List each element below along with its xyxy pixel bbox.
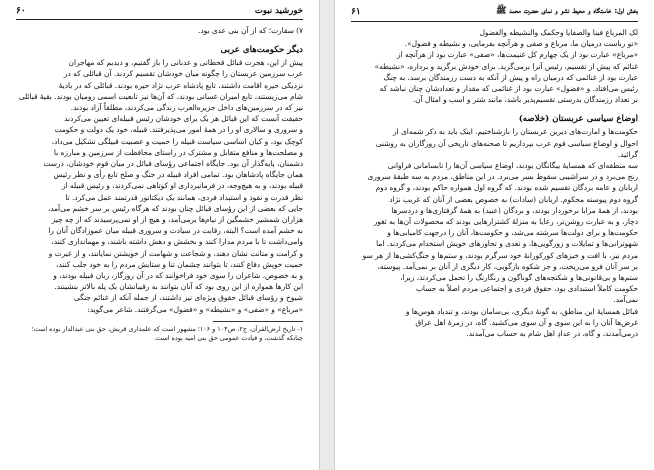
section-heading: دیگر حکومت‌های عربی [220,45,303,56]
text-line: حمیت خویش دفاع کنند، تا بتوانند چشمان تنا و ستایش مردم را به خود جلب کنند، [56,259,303,269]
text-line: احوال و اوضاع سیاسی قوم عرب بپردازیم تا صحنه‌های تاریخی آن روزگاران به روشنی [375,138,638,148]
text-line: همان جایگاه پادشاهان بود. تمامی افراد قبیله در جنگ و صلح تابع رأی و نظر رئیس [53,170,303,180]
text-line: «مرباع» و «صفی» و «نشیطه» و «فضول» می‌گرفتند. شاعر می‌گوید: [87,304,303,314]
text-line: رئیس می‌افتاد. و «فضول» عبارت بود از غنائمی که مقدار و تعدادشان چنان نباشد که [379,84,638,94]
text-line: و به خصوص، شاعران را سوی خود فراخوانند که در آن روزگار، زبان قبیله بودند، و [53,271,303,281]
text-line: پیش از این، هجرت قبائل قحطانی و عدنانی را باز گفتیم، و دیدیم که مهاجران [68,58,303,68]
text-line: به خشم آمده است؟ البته، رقابت در سیادت و سروری قبیله میان عموزادگان آنان را [48,226,303,236]
page-body-right [351,27,638,339]
text-line: گرائید. [617,149,638,159]
blank-line [16,36,303,42]
text-line: غنائم که پیش از تقسیم، رئیس آنرا برمی‌گزید. برای خودش برگزید و برداره، «نشیطه» [374,61,638,71]
text-line: حکومت کاملاً استبدادی بود، حقوق فردی و اجتماعی مردم اصلاً به حساب [415,284,638,294]
text-line: نیز که در سرزمین‌های داخل جزیره‌العرب زندگی می‌کردند، مطلقاً آزاد بودند. [70,103,303,113]
text-line: ۷) سقارت؛ که از آن بنی عدی بود. [198,26,303,35]
text-line: «مرباع» عبارت بود از یک چهارم کل غنیمت‌ها، «صفی» عبارت بود از هرآنچه از [397,50,638,60]
text-line: دچار، و به عبارت روشن‌تر، رعایا به منزلهٔ کشتزارهایی بودند که محصولات آن‌ها به ثغور [373,217,638,227]
text-line: کوچک بود، و کیان اساسی سیاست قبیله را حمیت و عصبیت قبیلگی تشکیل می‌داد، [51,136,303,146]
text-line: این کارها همواره از این روی بود که آنان بتوانند به رقیبانشان یک پله بالاتر بنشینند. [54,282,303,292]
page-header-right [351,6,638,22]
text-line: گروه دوم پیوسته محکوم. اربابان (سادات) به خصوص بعضی از آنان که غریب نژاد [389,194,638,204]
text-line: عرب سرزمین عربستان را چگونه میان خودشان تقسیم کردند. آن قبائلی که در [63,69,303,79]
text-line: شهوترانی‌ها و تمایلات و زورگویی‌ها، و تعدی و تجاوزهای خویش استخدام می‌کردند. اما [376,239,638,249]
text-line: لک المرباع فینا والصفایا وحکمک والنشیطه والفضول [479,28,638,37]
text-line: ستم‌ها و بی‌قانونی‌ها و شکنجه‌های گوناگون و رنگارنگ را تحمل می‌کردند، زیرا، [400,273,638,283]
text-line: بر سر آنان فرو می‌ریخت، و جز شکوه بازگویی، کار دیگری از آنان بر نمی‌آمد. پیوسته، [377,261,638,271]
section-heading: اوضاع سیاسی عربستان (خلاصه) [518,114,638,125]
text-line: نزدیکی حیره اقامت داشتند، تابع پادشاه عرب نژاد حیره بودند. قبائلی که در بادیهٔ [58,80,303,90]
text-line: حکومت‌ها و امارت‌های دیرین عربستان را بازشناختیم. اینک باید به ذکر شمه‌ای از [393,127,638,137]
text-line: جایی که بعضی از این رؤسای قبائل چنان بودند که هرگاه رئیس بر سر خشم می‌آمد، [47,203,303,213]
text-line: حکومت‌ها و برای دولت‌ها سرشته می‌شد، و حکومت‌ها، آنان را درجهت کامیابی‌ها و [387,228,638,238]
text-line: شام می‌زیستند، تابع امیران غسانی بودند، که آن‌ها نیز تابعیت اسمی رومیان بودند. بقیهٔ قبائلی [18,91,303,101]
text-line: «تو رباست درمیان ما، مرباع و صفی و هرآنچه بفرمایی، و نشیطه و فضول». [404,39,638,49]
page-left [0,0,320,470]
text-line: رنج می‌برد و در سراشیبی سقوط بسر می‌برد. در این مناطق، مردم به سه طبقهٔ سروری [367,172,638,182]
text-line: نظر قدرت و نفوذ و استبداد فردی، همانند یک دیکتاتور قدرتمند عمل می‌کرد. تا [65,192,303,202]
footnote: ۱- تاریخ ارض‌القرآن، ج۲، ص۱۰۴ و ۱۰۶؛ مشهور است که علمدارى قریش، حق بنی عبدالدار بوده است؛ چنانکه گذشت، و قیادت عمومی حق بنی امیه بوده است. [31,324,303,343]
header-title-left: خورشید نبوت [254,6,303,16]
text-line: قبیله بودند، و به هیچ‌وجه، در فرمانبرداری او کوتاهی نمی‌کردند، و رئیس قبیله از [61,181,303,191]
text-line: وامی‌داشت تا با مردم مدارا کنند و بخشش و دهش داشته باشند، و مهمانداری کنند، [51,237,303,247]
text-line: درمی‌آمدند، و گاه، در عدادِ اهل شام به حساب می‌آمدند. [466,329,638,339]
text-line: مردم نیز، با افت و خیزهای کورکورانهٔ خود سرگرم بودند، و ستم‌ها و جنگ‌کشی‌ها از هر سو [362,250,638,260]
text-line: غرض‌ها آنان را به این سوی و آن سوی می‌کشید. گاه، در زمرهٔ اهل عراق [415,317,638,327]
text-line: دشمنان، پایه‌گذار آن بود. جایگاه اجتماعی رؤسای قبائل در میان قوم خودشان، درست [43,159,303,169]
text-line: و سروری و سالاری او را در همهٔ امور می‌پذیرفتند. قبیله، خود یک دولت و حکومت [54,125,303,135]
text-line: و مصلحت‌ها و منافع متقابل و مشترک در راستای محافظت از سرزمین و مبارزه با [53,147,303,157]
text-line: اربابان و عامه بردگان تقسیم شده بودند. که گروه اول همواره حاکم بودند، و گروه دوم [375,183,638,193]
page-number-left: ۶۰ [16,6,26,16]
page-body-left [16,25,303,315]
text-line: سه منطقه‌ای که همسایهٔ بیگانگان بودند، اوضاع سیاسی آن‌ها را نابسامانی فراوانی [387,161,638,171]
page-number-right: ۶۱ [351,7,361,17]
text-line: هزاران شمشیر خشمگین از نیام‌ها برمی‌آمد، و هیچ از او نمی‌پرسیدند که از چه چیز [51,215,303,225]
footnote-separator [213,321,303,322]
text-line: و کرامت و متانت نشان دهند، و شجاعت و شهامت از خویشتن نمایانند، و از غیرت و [48,248,303,258]
text-line: قبائل همسایهٔ این مناطق، به گونهٔ دیگری، بی‌سامان بودند، و تندباد هوس‌ها و [405,306,638,316]
blank-line [351,105,638,111]
text-line: عبارت بود از غنائمی که درمیان راه و پیش از آنکه به دست رزمندگان برسد، به چنگ [383,72,638,82]
header-title-right: بخش اول: خاستگاه و محیط نشو و نمای حضرت محمد ﷺ [496,6,638,16]
text-line: شیوخ و رؤسای قبائل حقوق ویژه‌ای نیز داشتند، از جمله آنکه از غنائم جنگی [73,293,303,303]
page-header-left [16,6,303,20]
text-line: حقیقت آنست که این قبائل هر یک برای خودشان رئیس قبیله‌ای تعیین می‌کردند [64,114,303,124]
text-line: نمی‌آمد. [613,295,638,305]
page-right [334,0,654,470]
text-line: بر تعداد رزمندگان بدرستی تقسیم‌پذیر باشد، مانند شتر و اسب و امثال آن. [412,95,638,105]
text-line: بودند، از همهٔ مزایا برخوردار بودند، و بردگان (عبید) به همهٔ گرفتاری‌ها و دردسرها [391,205,638,215]
